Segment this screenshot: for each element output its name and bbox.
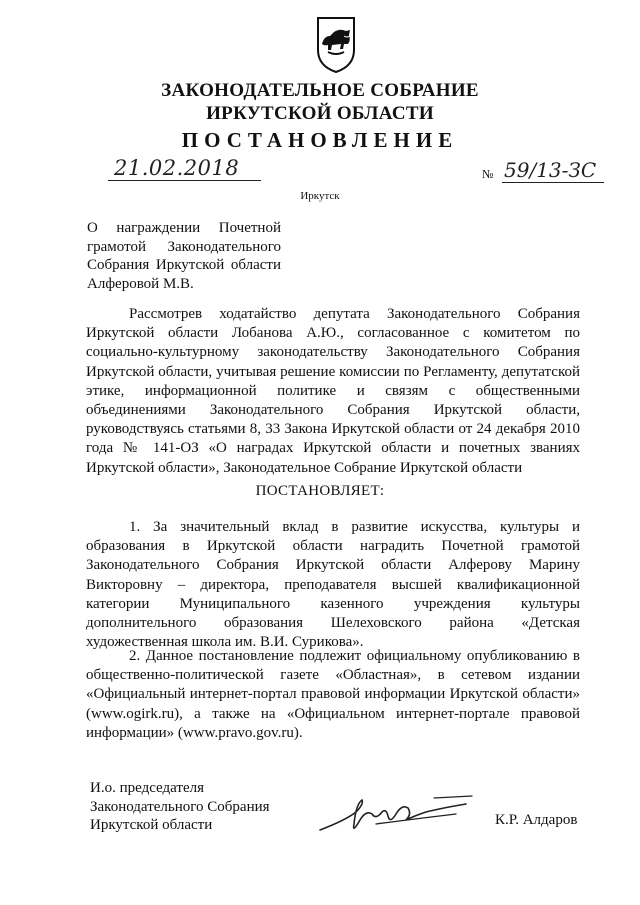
document-subject: О награждении Почетной грамотой Законодательного Собрания Иркутской области Алферовой М.В.	[87, 220, 281, 292]
item-1-paragraph: 1. За значительный вклад в развитие искусства, культуры и образования в Иркутской области наградить Почетной грамотой Законодательного Собрания Иркутской области Алферову Марину Викторовну – директора, преподавателя высшей квалификационной категории Муниципального казенного учреждения культуры дополнительного образования Шелеховского района «Детская художественная школа им. В.И. Сурикова».	[86, 519, 580, 651]
signatory-name: К.Р. Алдаров	[495, 812, 578, 828]
signatory-line-3: Иркутской области	[90, 817, 213, 833]
number-value: 59/13-ЗС	[502, 158, 604, 183]
number-sign: №	[482, 167, 494, 181]
document-date: 21.02.2018	[108, 156, 261, 181]
assembly-title: ЗАКОНОДАТЕЛЬНОЕ СОБРАНИЕ	[161, 80, 479, 101]
item-2-paragraph: 2. Данное постановление подлежит официальному опубликованию в общественно-политической газете «Областная», в сетевом издании «Официальный интернет-портал правовой информации Иркутской области» (www.ogirk.ru), а также на «Официальном интернет-портале правовой информации» (www.pravo.gov.ru).	[86, 648, 580, 741]
region-title: ИРКУТСКОЙ ОБЛАСТИ	[206, 103, 434, 124]
handwritten-signature	[316, 790, 476, 840]
preamble-paragraph: Рассмотрев ходатайство депутата Законодательного Собрания Иркутской области Лобанова А.Ю., согласованное с комитетом по социально-культурному законодательству Законодательного Собрания Иркутской области, учитывая решение комиссии по Регламенту, депутатской этике, информационной политике и связям с общественными объединениями Законодательного Собрания Иркутской области, руководствуясь статьями 8, 33 Закона Иркутской области от 24 декабря 2010 года № 141-ОЗ «О наградах Иркутской области и почетных званиях Иркутской области», Законодательное Собрание Иркутской области	[86, 306, 580, 476]
decree-word: ПОСТАНОВЛЯЕТ:	[255, 483, 385, 499]
coat-of-arms-icon	[314, 14, 358, 74]
signatory-line-2: Законодательного Собрания	[90, 798, 270, 815]
signatory-line-1: И.о. председателя	[90, 780, 205, 796]
city: Иркутск	[300, 190, 340, 202]
signatory-title	[90, 779, 270, 835]
document-type: ПОСТАНОВЛЕНИЕ	[181, 128, 459, 152]
